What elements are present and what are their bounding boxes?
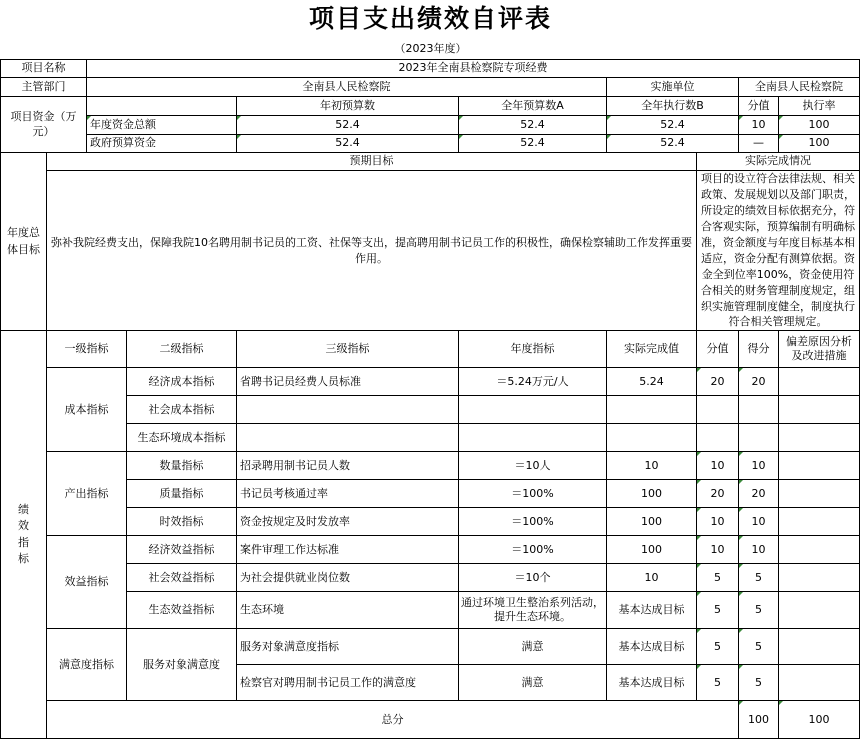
goals-content-row (1, 171, 860, 331)
total-score: 100 (779, 701, 860, 739)
goals-section-label: 年度总体目标 (1, 153, 47, 331)
funds-header-row (1, 97, 860, 116)
group-cost: 成本指标 (47, 368, 127, 452)
funds-initial: 52.4 (237, 116, 459, 135)
level2-header: 二级指标 (127, 331, 237, 368)
table-row (1, 368, 860, 396)
level3-cell: 服务对象满意度指标 (237, 629, 459, 665)
level3-cell: 生态环境 (237, 592, 459, 629)
expected-goal-text: 弥补我院经费支出，保障我院10名聘用制书记员的工资、社保等支出，提高聘用制书记员工作的积极性，确保检察辅助工作发挥重要作用。 (47, 171, 697, 331)
score-cell: 5 (739, 564, 779, 592)
actual-value-header: 实际完成值 (607, 331, 697, 368)
level2-cell: 生态环境成本指标 (127, 424, 237, 452)
department-value: 全南县人民检察院 (87, 78, 607, 97)
score-value-cell: 10 (697, 452, 739, 480)
funds-row-label: 政府预算资金 (87, 135, 237, 153)
level3-cell: 书记员考核通过率 (237, 480, 459, 508)
score-value-cell: 10 (697, 508, 739, 536)
table-row (1, 424, 860, 452)
score-cell: 5 (739, 629, 779, 665)
group-output: 产出指标 (47, 452, 127, 536)
table-row (1, 536, 860, 564)
project-name-value: 2023年全南县检察院专项经费 (87, 60, 860, 78)
annual-cell: ＝100% (459, 508, 607, 536)
score-cell: 20 (739, 480, 779, 508)
funds-executed: 52.4 (607, 116, 739, 135)
annual-target-header: 年度指标 (459, 331, 607, 368)
score-cell: 5 (739, 592, 779, 629)
table-row (1, 592, 860, 629)
department-label: 主管部门 (1, 78, 87, 97)
reason-header: 偏差原因分析及改进措施 (779, 331, 860, 368)
table-row (1, 452, 860, 480)
funds-score-value: — (739, 135, 779, 153)
score-value-cell: 10 (697, 536, 739, 564)
funds-initial: 52.4 (237, 135, 459, 153)
table-row (1, 564, 860, 592)
level2-cell: 社会效益指标 (127, 564, 237, 592)
table-row (1, 629, 860, 665)
actual-goal-header: 实际完成情况 (697, 153, 860, 171)
rate-header: 执行率 (779, 97, 860, 116)
initial-budget-header: 年初预算数 (237, 97, 459, 116)
actual-goal-text: 项目的设立符合法律法规、相关政策、发展规划以及部门职责，所设定的绩效目标依据充分，符合客观实际，预算编制有明确标准，资金额度与年度目标基本相适应，资金分配有测算依据。资金全到位率100%，资金使用符合相关的财务管理制度规定，组织实施管理制度健全，制度执行符合相关管理规定。 (697, 171, 860, 331)
actual-cell: 100 (607, 480, 697, 508)
annual-cell: ＝100% (459, 480, 607, 508)
actual-cell: 基本达成目标 (607, 629, 697, 665)
annual-cell: ＝10个 (459, 564, 607, 592)
indicators-section-label: 绩效指标 (1, 331, 47, 739)
actual-cell: 10 (607, 452, 697, 480)
actual-cell: 基本达成目标 (607, 592, 697, 629)
annual-cell: ＝10人 (459, 452, 607, 480)
annual-cell: 通过环境卫生整治系列活动，提升生态环境。 (459, 592, 607, 629)
group-benefit: 效益指标 (47, 536, 127, 629)
expected-goal-header: 预期目标 (47, 153, 697, 171)
score-cell: 20 (739, 368, 779, 396)
department-row (1, 78, 860, 97)
project-name-label: 项目名称 (1, 60, 87, 78)
total-row (1, 701, 860, 739)
actual-cell: 100 (607, 536, 697, 564)
total-label: 总分 (47, 701, 739, 739)
project-name-row (1, 60, 860, 78)
level2-cell: 经济效益指标 (127, 536, 237, 564)
level3-cell: 检察官对聘用制书记员工作的满意度 (237, 665, 459, 701)
level3-cell: 资金按规定及时发放率 (237, 508, 459, 536)
score-value-cell: 5 (697, 629, 739, 665)
score-value-cell: 5 (697, 592, 739, 629)
level2-cell: 服务对象满意度 (127, 629, 237, 701)
evaluation-table (0, 59, 860, 739)
annual-cell: ＝5.24万元/人 (459, 368, 607, 396)
table-row (1, 396, 860, 424)
level3-cell: 省聘书记员经费人员标准 (237, 368, 459, 396)
total-score-value: 100 (739, 701, 779, 739)
score-cell: 10 (739, 452, 779, 480)
actual-cell: 100 (607, 508, 697, 536)
annual-cell: ＝100% (459, 536, 607, 564)
funds-annual: 52.4 (459, 135, 607, 153)
group-satisfaction: 满意度指标 (47, 629, 127, 701)
level2-cell: 质量指标 (127, 480, 237, 508)
funds-rate: 100 (779, 116, 860, 135)
score-value-header: 分值 (697, 331, 739, 368)
funds-section-label: 项目资金（万元） (1, 97, 87, 153)
level3-header: 三级指标 (237, 331, 459, 368)
goals-header-row (1, 153, 860, 171)
score-cell: 10 (739, 508, 779, 536)
implementing-unit-value: 全南县人民检察院 (739, 78, 860, 97)
annual-budget-header: 全年预算数A (459, 97, 607, 116)
level3-cell: 案件审理工作达标准 (237, 536, 459, 564)
score-header: 得分 (739, 331, 779, 368)
funds-annual: 52.4 (459, 116, 607, 135)
score-value-cell: 20 (697, 368, 739, 396)
level1-header: 一级指标 (47, 331, 127, 368)
funds-rate: 100 (779, 135, 860, 153)
table-row (1, 480, 860, 508)
page-title: 项目支出绩效自评表 (308, 4, 552, 33)
level3-cell: 为社会提供就业岗位数 (237, 564, 459, 592)
indicators-header-row (1, 331, 860, 368)
funds-score-value: 10 (739, 116, 779, 135)
level2-cell: 经济成本指标 (127, 368, 237, 396)
funds-row-label: 年度资金总额 (87, 116, 237, 135)
funds-executed: 52.4 (607, 135, 739, 153)
annual-cell: 满意 (459, 665, 607, 701)
level2-cell: 社会成本指标 (127, 396, 237, 424)
table-row (1, 508, 860, 536)
implementing-unit-label: 实施单位 (607, 78, 739, 97)
score-cell: 10 (739, 536, 779, 564)
funds-total-row (1, 116, 860, 135)
funds-gov-row (1, 135, 860, 153)
annual-cell: 满意 (459, 629, 607, 665)
executed-header: 全年执行数B (607, 97, 739, 116)
score-value-cell: 5 (697, 564, 739, 592)
actual-cell: 5.24 (607, 368, 697, 396)
level2-cell: 时效指标 (127, 508, 237, 536)
score-cell: 5 (739, 665, 779, 701)
actual-cell: 10 (607, 564, 697, 592)
score-value-header: 分值 (739, 97, 779, 116)
level2-cell: 数量指标 (127, 452, 237, 480)
level3-cell: 招录聘用制书记员人数 (237, 452, 459, 480)
year-label: （2023年度） (394, 42, 467, 55)
score-value-cell: 5 (697, 665, 739, 701)
level2-cell: 生态效益指标 (127, 592, 237, 629)
actual-cell: 基本达成目标 (607, 665, 697, 701)
score-value-cell: 20 (697, 480, 739, 508)
